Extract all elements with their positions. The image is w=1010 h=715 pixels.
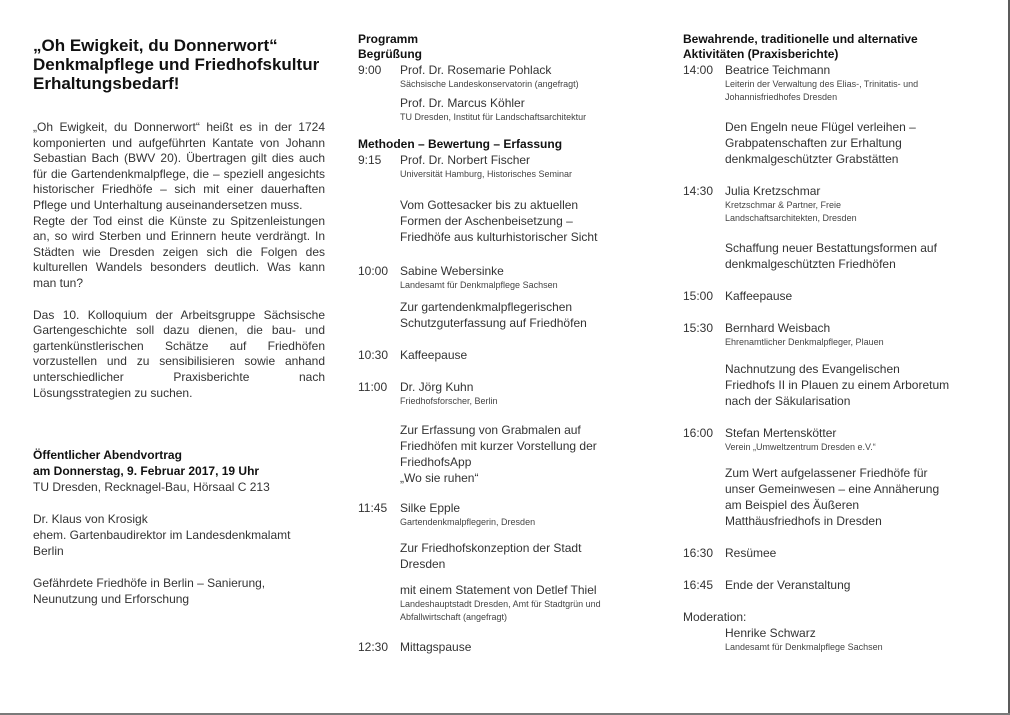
session-1430 [683, 183, 978, 272]
affiliation-mertenskoetter: Verein „Umweltzentrum Dresden e.V.“ [725, 441, 876, 452]
session-0900 [358, 62, 633, 123]
affiliation-fischer: Universität Hamburg, Historisches Seminar [400, 169, 573, 179]
resumee: Resümee [725, 546, 777, 560]
session-body [725, 320, 978, 409]
session-1500 [683, 288, 978, 304]
session-1100 [358, 379, 633, 486]
time-1630: 16:30 [683, 546, 714, 560]
speaker-koehler: Prof. Dr. Marcus Köhler [400, 95, 525, 110]
session-1530 [683, 320, 978, 409]
speaker-weisbach: Bernhard Weisbach [725, 321, 831, 335]
topic-kuhn-2: Friedhöfen mit kurzer Vorstellung der [400, 438, 597, 453]
programm-heading: Programm [358, 32, 419, 46]
topic-mertens-1: Zum Wert aufgelassener Friedhöfe für [725, 466, 928, 480]
topic-kuhn-4: „Wo sie ruhen“ [400, 470, 479, 485]
intro-paragraph-2: Regte der Tod einst die Künste zu Spitzenleistungen an, so wird Sterben und Erinnern heute verdrängt. In Städten wie Dresden zeigen sich die Folgen des kulturellen Wandels besonders deutlich. Was kann man tun? [33, 213, 325, 290]
lecture-title-2: Neunutzung und Erforschung [33, 592, 190, 607]
time-1530: 15:30 [683, 321, 714, 335]
session-1600 [683, 425, 978, 530]
topic-weisbach-2: Friedhofs II in Plauen zu einem Arboretum [725, 377, 950, 392]
session-1145 [358, 500, 633, 624]
time-0915: 9:15 [358, 153, 382, 167]
speaker-pohlack: Prof. Dr. Rosemarie Pohlack [400, 63, 552, 77]
session-body [725, 183, 978, 272]
time-0900: 9:00 [358, 63, 382, 77]
topic-kuhn-1: Zur Erfassung von Grabmalen auf [400, 422, 581, 437]
evening-lecture [33, 447, 325, 607]
topic-teichmann-1: Den Engeln neue Flügel verleihen – [725, 120, 916, 134]
topic-weisbach-1: Nachnutzung des Evangelischen [725, 361, 900, 376]
practice-heading-2: Aktivitäten (Praxisberichte) [683, 47, 839, 61]
topic-kretzschmar-2: denkmalgeschützten Friedhöfen [725, 257, 896, 271]
time-1600: 16:00 [683, 425, 714, 440]
affiliation-teichmann-2: Johannisfriedhofes Dresden [725, 91, 838, 102]
topic-mertens-2: unser Gemeinwesen – eine Annäherung [725, 482, 940, 496]
topic-webersinke-2: Schutzguterfassung auf Friedhöfen [400, 316, 587, 330]
time-1145: 11:45 [358, 500, 388, 515]
topic-fischer-3: Friedhöfe aus kulturhistorischer Sicht [400, 229, 598, 244]
session-1030 [358, 347, 633, 363]
affiliation-thiel-1: Landeshauptstadt Dresden, Amt für Stadtgrün und [400, 599, 601, 609]
moderation-body [725, 625, 978, 654]
session-body [400, 62, 633, 123]
time-1430: 14:30 [683, 184, 714, 198]
title-line-2: Denkmalpflege und Friedhofskultur [33, 55, 320, 74]
session-body [400, 500, 633, 624]
speaker-kretzschmar: Julia Kretzschmar [725, 184, 821, 198]
moderation-row [683, 625, 978, 654]
lunch-break: Mittagspause [400, 640, 472, 654]
break-1500: Kaffeepause [725, 289, 793, 303]
topic-mertens-3: am Beispiel des Äußeren [725, 498, 860, 512]
topic-epple-2: Dresden [400, 557, 446, 571]
affiliation-kretzschmar-2: Landschaftsarchitekten, Dresden [725, 212, 857, 223]
topic-teichmann-2: Grabpatenschaften zur Erhaltung [725, 136, 902, 150]
page-title [33, 36, 325, 93]
time-1000: 10:00 [358, 263, 389, 278]
speaker-fischer: Prof. Dr. Norbert Fischer [400, 153, 531, 167]
session-1400 [683, 62, 978, 167]
topic-webersinke-1: Zur gartendenkmalpflegerischen [400, 300, 573, 314]
speaker-name: Dr. Klaus von Krosigk [33, 512, 148, 527]
topic-kuhn-3: FriedhofsApp [400, 454, 472, 469]
time-1400: 14:00 [683, 63, 714, 77]
lecture-heading-1: Öffentlicher Abendvortrag [33, 448, 182, 463]
affiliation-kretzschmar-1: Kretzschmar & Partner, Freie [725, 200, 842, 210]
session-body [400, 379, 633, 486]
session-1230 [358, 639, 633, 655]
time-1500: 15:00 [683, 289, 714, 303]
time-1645: 16:45 [683, 578, 714, 592]
moderator-name: Henrike Schwarz [725, 626, 816, 640]
session-0915 [358, 152, 633, 245]
affiliation-koehler: TU Dresden, Institut für Landschaftsarchitektur [400, 111, 587, 122]
affiliation-thiel-2: Abfallwirtschaft (angefragt) [400, 611, 508, 622]
session-1645 [683, 577, 978, 593]
speaker-mertenskoetter: Stefan Mertenskötter [725, 425, 837, 440]
intro-paragraph-3: Das 10. Kolloquium der Arbeitsgruppe Sächsische Gartengeschichte soll dazu dienen, die bau- und gartenkünstlerischen Schätze auf Friedhöfen vorzustellen und zu sensibilisieren sowie anhand unterschiedlicher Praxisberichte nach Lösungsstrategien zu suchen. [33, 307, 325, 400]
speaker-kuhn: Dr. Jörg Kuhn [400, 380, 474, 394]
statement-thiel: mit einem Statement von Detlef Thiel [400, 583, 597, 597]
affiliation-kuhn: Friedhofsforscher, Berlin [400, 396, 498, 406]
topic-fischer-2: Formen der Aschenbeisetzung – [400, 213, 573, 228]
intro-paragraph-1: „Oh Ewigkeit, du Donnerwort“ heißt es in der 1724 komponierten und aufgeführten Kantate von Johann Sebastian Bach (BWV 20). Übertragen gilt dies auch für die Gartendenkmalpflege, die – speziell angesichts historischer Friedhöfe – sich mit einer dauerhaften Pflege und Unterhaltung auseinandersetzen muss. [33, 120, 325, 212]
topic-mertens-4: Matthäusfriedhofs in Dresden [725, 514, 882, 528]
session-body [725, 62, 978, 167]
time-spacer [683, 625, 725, 654]
speaker-webersinke: Sabine Webersinke [400, 263, 504, 278]
lecture-place: TU Dresden, Recknagel-Bau, Hörsaal C 213 [33, 480, 270, 495]
title-line-1: „Oh Ewigkeit, du Donnerwort“ [33, 36, 278, 55]
affiliation-pohlack: Sächsische Landeskonservatorin (angefragt) [400, 79, 579, 89]
session-body [400, 152, 633, 245]
session-body [725, 425, 978, 530]
title-line-3: Erhaltungsbedarf! [33, 74, 180, 93]
middle-column [358, 32, 633, 655]
time-1100: 11:00 [358, 380, 388, 394]
topic-weisbach-3: nach der Säkularisation [725, 393, 851, 408]
speaker-epple: Silke Epple [400, 500, 461, 515]
practice-heading-1: Bewahrende, traditionelle und alternative [683, 32, 918, 46]
speaker-city: Berlin [33, 544, 64, 559]
speaker-teichmann: Beatrice Teichmann [725, 63, 831, 77]
session-body [400, 263, 633, 332]
break-1030: Kaffeepause [400, 348, 468, 362]
topic-kretzschmar-1: Schaffung neuer Bestattungsformen auf [725, 241, 937, 255]
time-1030: 10:30 [358, 348, 389, 362]
affiliation-epple: Gartendenkmalpflegerin, Dresden [400, 516, 536, 527]
time-1230: 12:30 [358, 640, 389, 654]
event-end: Ende der Veranstaltung [725, 578, 851, 592]
intro-text [33, 120, 325, 401]
right-column [683, 32, 978, 654]
left-column [33, 30, 325, 607]
lecture-heading-2: am Donnerstag, 9. Februar 2017, 19 Uhr [33, 464, 260, 479]
speaker-role: ehem. Gartenbaudirektor im Landesdenkmalamt [33, 528, 291, 543]
lecture-title-1: Gefährdete Friedhöfe in Berlin – Sanierung, [33, 576, 266, 591]
session-1630 [683, 545, 978, 561]
methods-heading: Methoden – Bewertung – Erfassung [358, 137, 563, 151]
affiliation-weisbach: Ehrenamtlicher Denkmalpfleger, Plauen [725, 337, 884, 347]
affiliation-teichmann-1: Leiterin der Verwaltung des Elias-, Trinitatis- und [725, 79, 919, 89]
topic-fischer-1: Vom Gottesacker bis zu aktuellen [400, 197, 579, 212]
affiliation-webersinke: Landesamt für Denkmalpflege Sachsen [400, 279, 558, 290]
moderation-label: Moderation: [683, 610, 747, 624]
session-1000 [358, 263, 633, 332]
moderator-affiliation: Landesamt für Denkmalpflege Sachsen [725, 642, 883, 652]
topic-teichmann-3: denkmalgeschützter Grabstätten [725, 152, 899, 166]
topic-epple-1: Zur Friedhofskonzeption der Stadt [400, 541, 582, 555]
begruessung-heading: Begrüßung [358, 47, 422, 61]
